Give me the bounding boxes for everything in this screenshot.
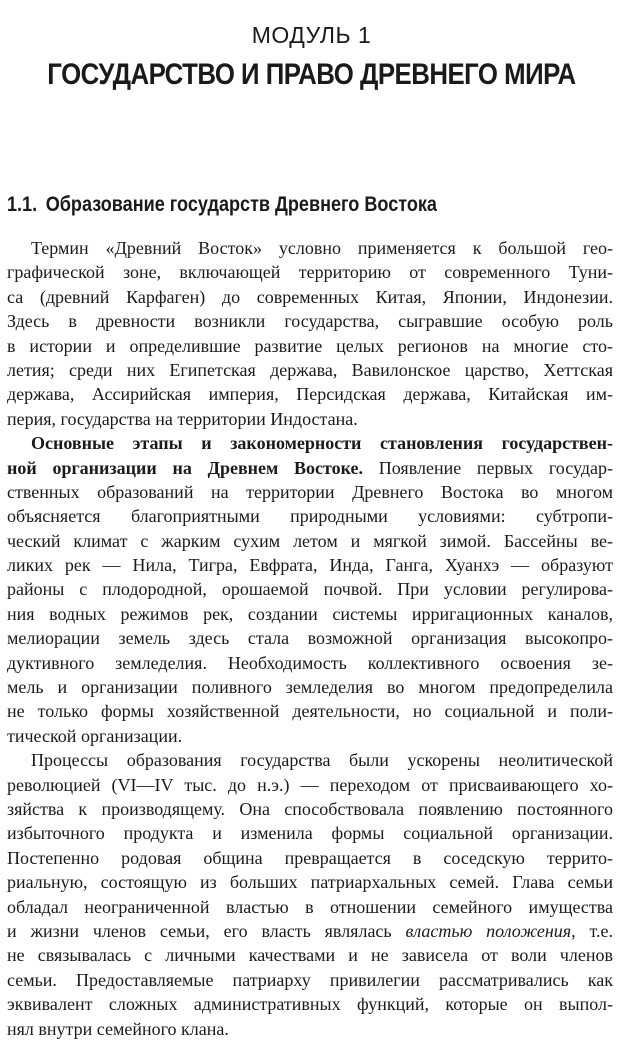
paragraph-line: избыточного продукта и изменила формы социальной организации. — [7, 823, 613, 844]
paragraph-line: не только формы хозяйственной деятельности, но социальной и поли- — [7, 701, 613, 722]
paragraph-line: Процессы образования государства были ускорены неолитической — [31, 750, 613, 771]
paragraph-line: объясняется благоприятными природными условиями: субтропи- — [7, 506, 613, 527]
paragraph-line: Постепенно родовая община превращается в соседскую террито- — [7, 847, 613, 868]
paragraph-line: эквивалент сложных административных функций, которые он выпол- — [7, 994, 613, 1015]
paragraph-line: ственных образований на территории Древнего Востока во многом — [7, 481, 613, 502]
paragraph-line: Здесь в древности возникли государства, сыгравшие особую роль — [7, 311, 613, 332]
paragraph-line: ческий климат с жарким сухим летом и мягкой зимой. Бассейны ве- — [7, 530, 613, 551]
bold-phrase: ной организации на Древнем Востоке. — [7, 457, 364, 478]
phrase: Появление первых государ- — [363, 457, 614, 478]
paragraph-line: в истории и определившие развитие целых регионов на многие сто- — [7, 335, 613, 356]
paragraph-line: революцией (VI—IV тыс. до н.э.) — переходом от присваивающего хо- — [7, 774, 613, 795]
paragraph-line: графической зоне, включающей территорию от современного Туни- — [7, 262, 613, 283]
paragraph-line: зяйства к производящему. Она способствовала появлению постоянного — [7, 798, 613, 819]
section-title: Образование государств Древнего Востока — [45, 193, 437, 216]
paragraph-line: дуктивного земледелия. Необходимость коллективного освоения зе- — [7, 652, 613, 673]
section-number: 1.1. — [7, 193, 38, 216]
paragraph-line: летия; среди них Египетская держава, Вавилонское царство, Хеттская — [7, 359, 613, 380]
paragraph-line: ния водных режимов рек, создании системы ирригационных каналов, — [7, 603, 613, 624]
paragraph-line: риальную, состоящую из больших патриархальных семей. Глава семьи — [7, 872, 613, 893]
paragraph-line: нял внутри семейного клана. — [7, 1018, 229, 1039]
module-label: МОДУЛЬ 1 — [251, 22, 372, 48]
section-heading — [7, 193, 437, 217]
paragraph-line: держава, Ассирийская империя, Персидская держава, Китайская им- — [7, 384, 613, 405]
body-text — [7, 236, 613, 1041]
phrase: , т.е. — [571, 920, 614, 941]
paragraph-line: мель и организации поливного земледелия во многом предопределила — [7, 677, 613, 698]
paragraph-line: не связывалась с личными качествами и не зависела от воли членов — [7, 945, 613, 966]
paragraph-line: тической организации. — [7, 725, 183, 746]
paragraph-line: обладал неограниченной властью в отношении семейного имущества — [7, 896, 613, 917]
paragraph-line: мелиорации земель здесь стала возможной организация высокопро- — [7, 628, 613, 649]
paragraph-line: са (древний Карфаген) до современных Китая, Японии, Индонезии. — [7, 286, 613, 307]
paragraph-line-bold: Основные этапы и закономерности становления государствен- — [31, 433, 613, 454]
paragraph-line-mixed — [7, 456, 613, 480]
module-title: ГОСУДАРСТВО И ПРАВО ДРЕВНЕГО МИРА — [47, 58, 576, 91]
paragraph-line-mixed — [7, 919, 613, 943]
paragraph-line: ликих рек — Нила, Тигра, Евфрата, Инда, Ганга, Хуанхэ — образуют — [7, 555, 613, 576]
paragraph-line: районы с плодородной, орошаемой почвой. При условии регулирова- — [7, 579, 613, 600]
paragraph-line: семьи. Предоставляемые патриарху привилегии рассматривались как — [7, 969, 613, 990]
paragraph-line: перия, государства на территории Индостана. — [7, 408, 358, 429]
italic-phrase: властью положения — [405, 920, 572, 941]
phrase: и жизни членов семьи, его власть являлась — [7, 920, 406, 941]
paragraph-line: Термин «Древний Восток» условно применяется к большой гео- — [31, 238, 613, 258]
